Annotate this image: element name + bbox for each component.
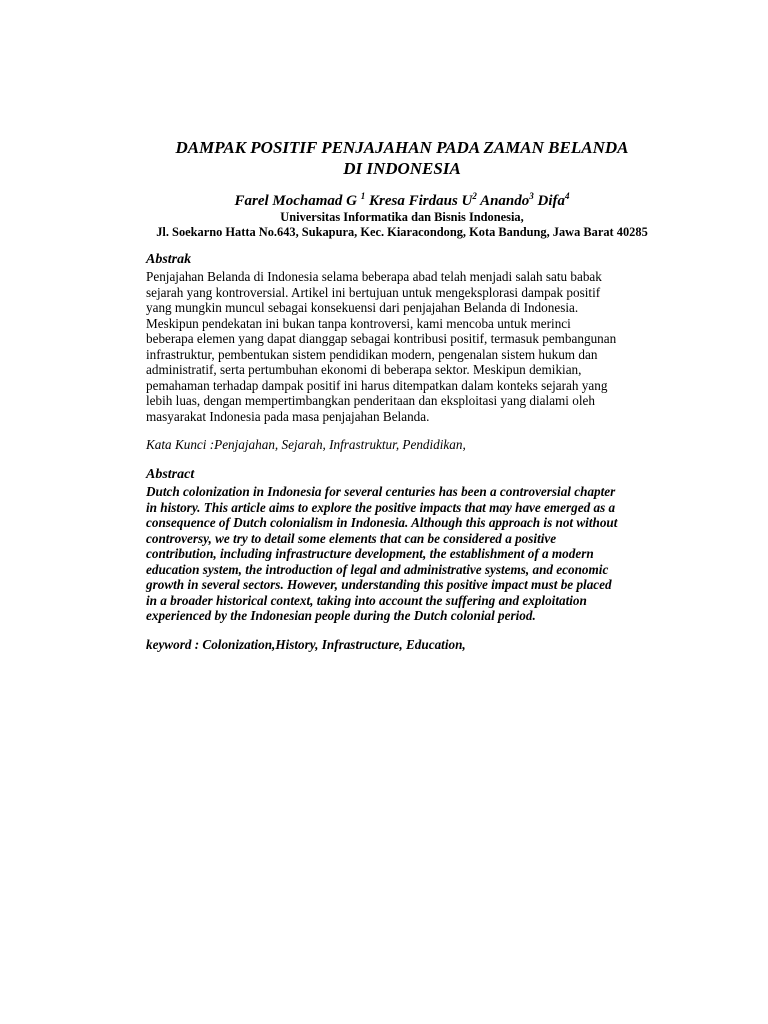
- abstract-line: consequence of Dutch colonialism in Indonesia. Although this approach is not without: [146, 515, 618, 530]
- abstrak-line: infrastruktur, pembentukan sistem pendidikan modern, pengenalan sistem hukum dan: [146, 346, 598, 362]
- author-name: Anando: [480, 193, 530, 209]
- title-line-1: DAMPAK POSITIF PENJAJAHAN PADA ZAMAN BELANDA: [175, 138, 629, 157]
- abstract-line: contribution, including infrastructure development, the establishment of a modern: [146, 546, 594, 561]
- abstract-line: education system, the introduction of legal and administrative systems, and economic: [146, 561, 609, 577]
- kata-kunci: Kata Kunci :Penjajahan, Sejarah, Infrastruktur, Pendidikan,: [146, 437, 466, 452]
- paper-title: [120, 137, 684, 179]
- abstrak-heading: Abstrak: [146, 252, 192, 267]
- author-name: Difa: [537, 193, 566, 209]
- affiliation-institution: Universitas Informatika dan Bisnis Indonesia,: [280, 210, 524, 224]
- abstrak-line: Penjajahan Belanda di Indonesia selama beberapa abad telah menjadi salah satu babak: [146, 269, 602, 284]
- keyword: keyword : Colonization,History, Infrastructure, Education,: [146, 637, 466, 652]
- abstract-line: experienced by the Indonesian people during the Dutch colonial period.: [146, 608, 536, 623]
- title-line-2: DI INDONESIA: [343, 159, 461, 178]
- author-mark: 3: [529, 191, 534, 201]
- abstrak-line: pemahaman terhadap dampak positif ini harus ditempatkan dalam konteks sejarah yang: [146, 377, 608, 393]
- abstrak-line: masyarakat Indonesia pada masa penjajahan Belanda.: [146, 408, 430, 424]
- author-mark: 1: [360, 191, 366, 201]
- abstract-line: Dutch colonization in Indonesia for several centuries has been a controversial chapter: [146, 484, 616, 499]
- abstract-line: in a broader historical context, taking into account the suffering and exploitation: [146, 592, 587, 608]
- abstrak-line: lebih luas, dengan mempertimbangkan penderitaan dan eksploitasi yang dialami oleh: [146, 393, 595, 408]
- abstrak-line: beberapa elemen yang dapat dianggap sebagai kontribusi positif, termasuk pembangunan: [146, 331, 617, 346]
- abstrak-line: administratif, serta pertumbuhan ekonomi di beberapa sektor. Meskipun demikian,: [146, 362, 582, 377]
- abstract-line: controversy, we try to detail some elements that can be considered a positive: [146, 530, 557, 546]
- affiliation-address: Jl. Soekarno Hatta No.643, Sukapura, Kec. Kiaracondong, Kota Bandung, Jawa Barat 40285: [156, 225, 648, 239]
- author-mark: 2: [472, 191, 477, 201]
- abstract-body: [146, 484, 666, 624]
- author-name: Farel Mochamad G: [234, 193, 357, 209]
- abstrak-line: sejarah yang kontroversial. Artikel ini bertujuan untuk mengeksplorasi dampak positif: [146, 284, 601, 300]
- abstract-line: in history. This article aims to explore the positive impacts that may have emerged as a: [146, 499, 616, 515]
- abstract-line: growth in several sectors. However, understanding this positive impact must be placed: [146, 577, 612, 592]
- abstrak-line: yang mungkin muncul sebagai konsekuensi dari penjajahan Belanda di Indonesia.: [146, 300, 579, 315]
- author-name: Kresa Firdaus U: [369, 193, 473, 209]
- abstract-heading: Abstract: [146, 467, 195, 482]
- abstrak-line: Meskipun pendekatan ini bukan tanpa kontroversi, kami mencoba untuk merinci: [146, 315, 571, 331]
- abstrak-body: [146, 269, 666, 424]
- author-mark: 4: [565, 191, 570, 201]
- author-list: [0, 192, 768, 210]
